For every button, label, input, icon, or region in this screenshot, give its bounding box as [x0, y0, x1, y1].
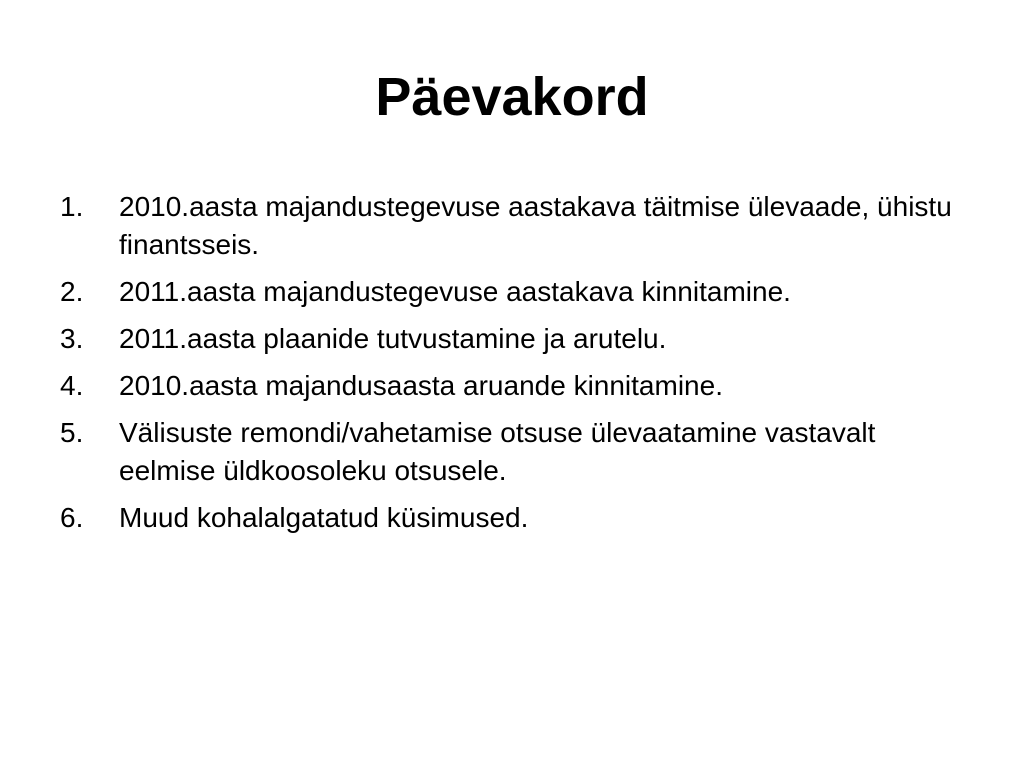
- agenda-item-text: Välisuste remondi/vahetamise otsuse ülevaatamine vastavalt eelmise üldkoosoleku otsusele.: [119, 417, 876, 486]
- agenda-item-text: 2010.aasta majandustegevuse aastakava täitmise ülevaade, ühistu finantsseis.: [119, 191, 952, 260]
- agenda-item: [60, 414, 970, 490]
- agenda-item-text: 2011.aasta majandustegevuse aastakava kinnitamine.: [119, 276, 791, 307]
- agenda-item: [60, 273, 970, 311]
- agenda-item-number: 5.: [60, 417, 84, 448]
- agenda-list: [60, 188, 970, 546]
- agenda-item-number: 4.: [60, 370, 84, 401]
- agenda-item-number: 2.: [60, 276, 84, 307]
- agenda-item-number: 6.: [60, 502, 84, 533]
- agenda-item: [60, 367, 970, 405]
- agenda-item-number: 1.: [60, 191, 84, 222]
- agenda-item-text: 2010.aasta majandusaasta aruande kinnitamine.: [119, 370, 723, 401]
- slide-title: Päevakord: [375, 67, 649, 127]
- agenda-item-text: 2011.aasta plaanide tutvustamine ja arutelu.: [119, 323, 667, 354]
- agenda-item: [60, 188, 970, 264]
- agenda-item: [60, 320, 970, 358]
- agenda-item: [60, 499, 970, 537]
- agenda-item-text: Muud kohalalgatatud küsimused.: [119, 502, 529, 533]
- agenda-item-number: 3.: [60, 323, 84, 354]
